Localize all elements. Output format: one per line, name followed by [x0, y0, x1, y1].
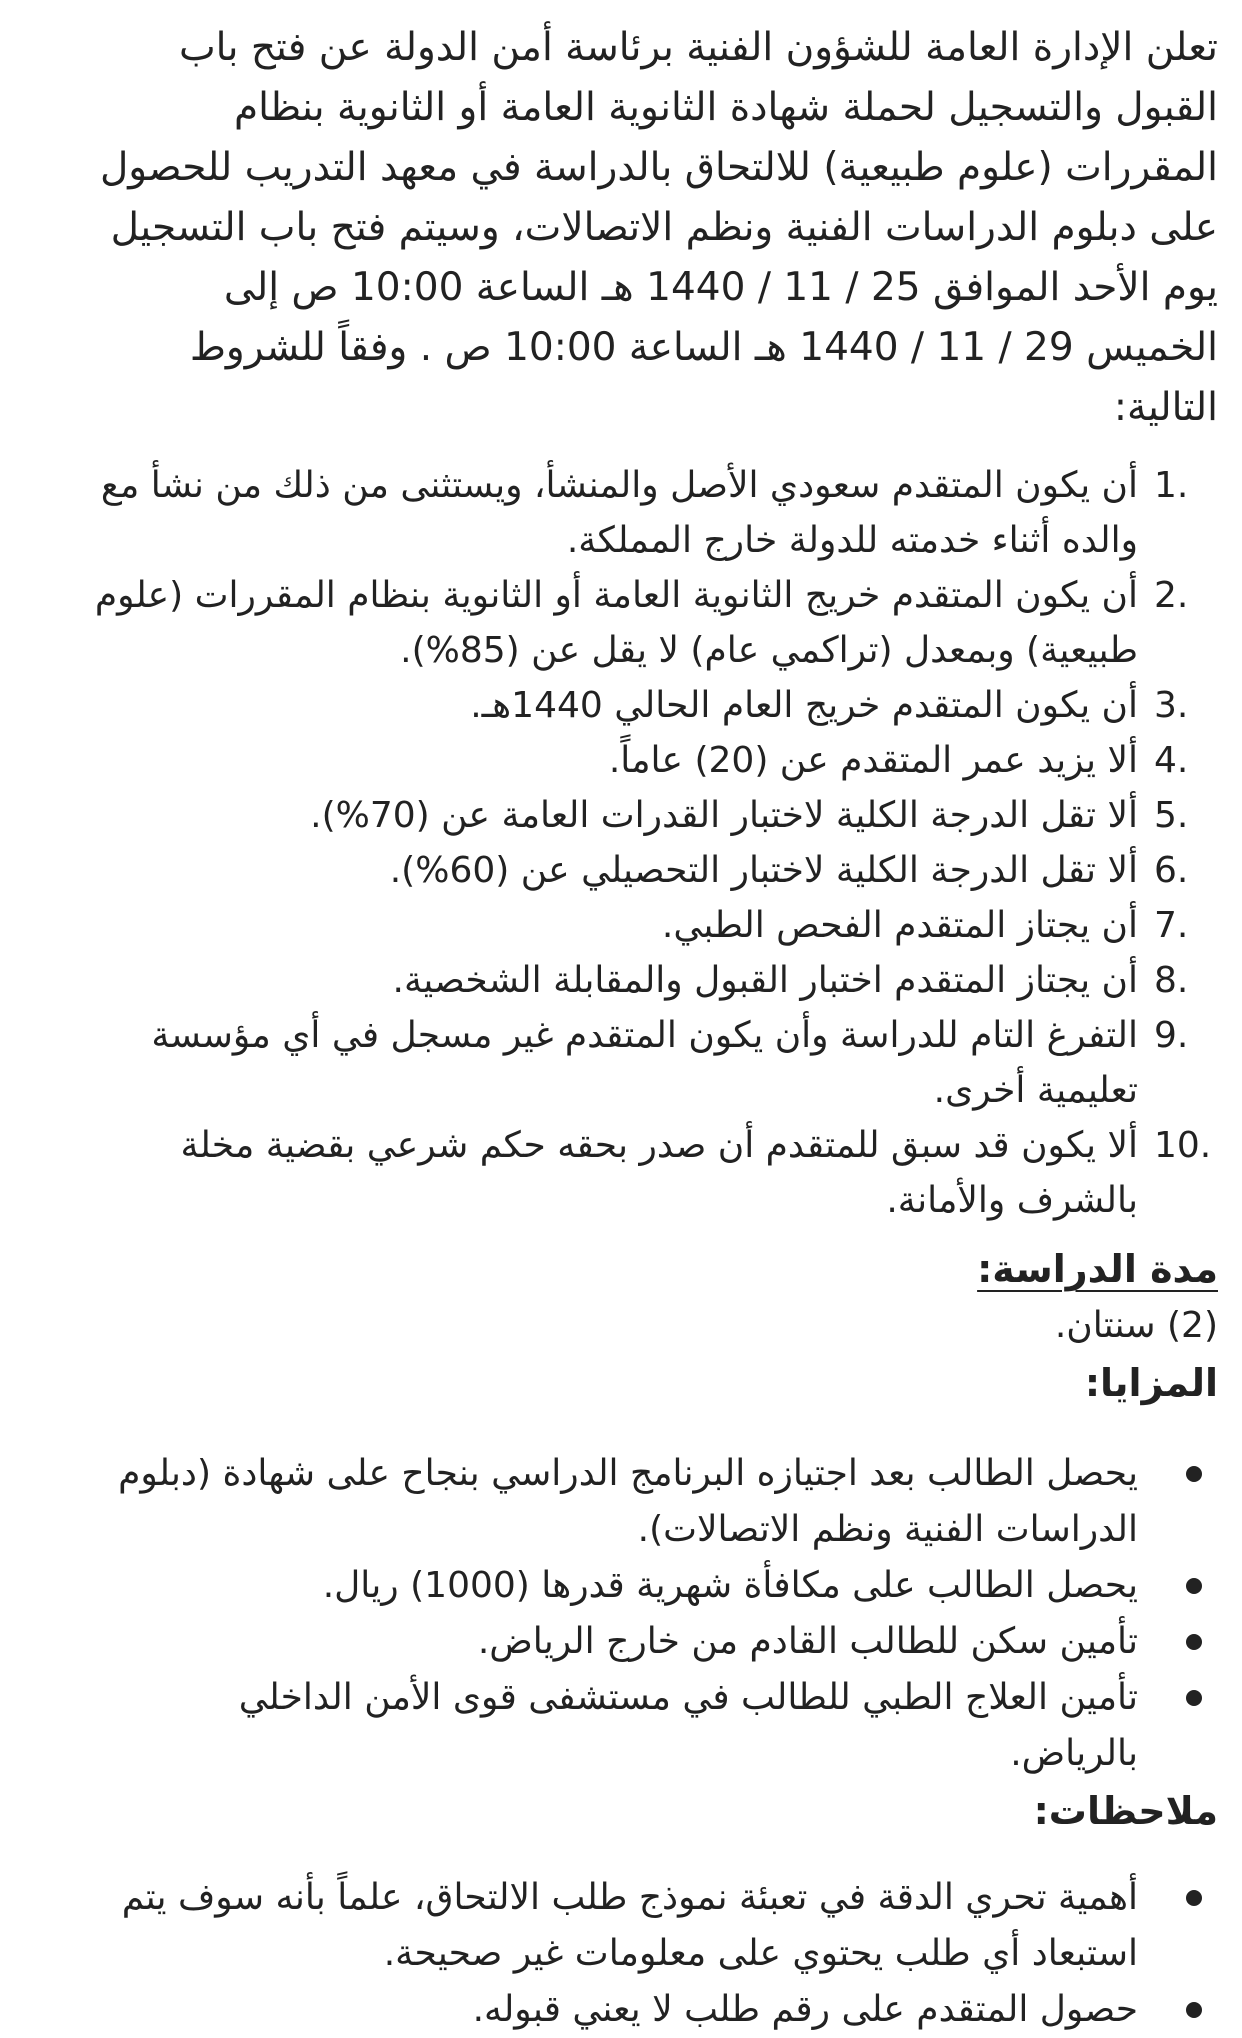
condition-item — [40, 788, 1218, 843]
condition-text: أن يكون المتقدم خريج الثانوية العامة أو الثانوية بنظام المقررات (علوم طبيعية) وبمعدل (تراكمي عام) لا يقل عن (85%). — [94, 575, 1138, 671]
condition-number: 9. — [1154, 1015, 1189, 1056]
condition-text: ألا يكون قد سبق للمتقدم أن صدر بحقه حكم شرعي بقضية مخلة بالشرف والأمانة. — [180, 1125, 1138, 1221]
bullet-icon — [1186, 1890, 1202, 1906]
benefit-text: يحصل الطالب بعد اجتيازه البرنامج الدراسي بنجاح على شهادة (دبلوم الدراسات الفنية ونظم الاتصالات). — [118, 1453, 1138, 1550]
notes-heading: ملاحظات: — [1033, 1789, 1218, 1833]
condition-item — [40, 953, 1218, 1008]
benefits-heading: المزايا: — [1084, 1361, 1218, 1405]
condition-item — [40, 898, 1218, 953]
note-text: أهمية تحري الدقة في تعبئة نموذج طلب الالتحاق، علماً بأنه سوف يتم استبعاد أي طلب يحتوي على معلومات غير صحيحة. — [121, 1877, 1138, 1974]
benefit-text: يحصل الطالب على مكافأة شهرية قدرها (1000) ريال. — [322, 1565, 1138, 1606]
notes-list — [40, 1870, 1218, 2038]
benefit-item — [40, 1446, 1218, 1558]
condition-text: أن يجتاز المتقدم الفحص الطبي. — [661, 905, 1138, 946]
condition-number: 2. — [1154, 575, 1189, 616]
condition-text: أن يكون المتقدم خريج العام الحالي 1440هـ. — [470, 685, 1138, 726]
condition-number: 7. — [1154, 905, 1189, 946]
condition-text: أن يكون المتقدم سعودي الأصل والمنشأ، ويستثنى من ذلك من نشأ مع والده أثناء خدمته للدولة خارج المملكة. — [100, 465, 1138, 561]
condition-text: ألا يزيد عمر المتقدم عن (20) عاماً. — [608, 740, 1138, 781]
condition-item — [40, 458, 1218, 568]
condition-item — [40, 1008, 1218, 1118]
condition-item — [40, 1118, 1218, 1228]
benefit-item — [40, 1670, 1218, 1782]
benefit-text: تأمين سكن للطالب القادم من خارج الرياض. — [477, 1621, 1138, 1662]
duration-heading — [40, 1240, 1218, 1298]
condition-number: 10. — [1154, 1125, 1212, 1166]
condition-text: أن يجتاز المتقدم اختبار القبول والمقابلة الشخصية. — [392, 960, 1138, 1001]
condition-text: ألا تقل الدرجة الكلية لاختبار التحصيلي عن (60%). — [389, 850, 1138, 891]
note-item — [40, 1982, 1218, 2038]
bullet-icon — [1186, 1690, 1202, 1706]
bullet-icon — [1186, 2002, 1202, 2018]
duration-heading-text: مدة الدراسة: — [977, 1247, 1218, 1291]
benefits-list — [40, 1446, 1218, 1782]
condition-item — [40, 568, 1218, 678]
note-item — [40, 1870, 1218, 1982]
condition-text: التفرغ التام للدراسة وأن يكون المتقدم غير مسجل في أي مؤسسة تعليمية أخرى. — [151, 1015, 1138, 1111]
benefit-item — [40, 1558, 1218, 1614]
condition-number: 3. — [1154, 685, 1189, 726]
conditions-list — [40, 458, 1218, 1228]
bullet-icon — [1186, 1578, 1202, 1594]
note-text: حصول المتقدم على رقم طلب لا يعني قبوله. — [472, 1989, 1138, 2030]
condition-item — [40, 733, 1218, 788]
bullet-icon — [1186, 1466, 1202, 1482]
condition-number: 6. — [1154, 850, 1189, 891]
condition-item — [40, 843, 1218, 898]
condition-item — [40, 678, 1218, 733]
condition-number: 1. — [1154, 465, 1189, 506]
intro-paragraph: تعلن الإدارة العامة للشؤون الفنية برئاسة أمن الدولة عن فتح باب القبول والتسجيل لحملة شهادة الثانوية العامة أو الثانوية بنظام المقررات (علوم طبيعية) للالتحاق بالدراسة في معهد التدريب للحصول على دبلوم الدراسات الفنية ونظم الاتصالات، وسيتم فتح باب التسجيل يوم الأحد الموافق 25 / 11 / 1440 هـ الساعة 10:00 ص إلى الخميس 29 / 11 / 1440 هـ الساعة 10:00 ص . وفقاً للشروط التالية: — [99, 25, 1218, 430]
bullet-icon — [1186, 1634, 1202, 1650]
benefit-item — [40, 1614, 1218, 1670]
benefit-text: تأمين العلاج الطبي للطالب في مستشفى قوى الأمن الداخلي بالرياض. — [238, 1677, 1138, 1774]
duration-value: (2) سنتان. — [1054, 1305, 1218, 1346]
condition-text: ألا تقل الدرجة الكلية لاختبار القدرات العامة عن (70%). — [310, 795, 1138, 836]
condition-number: 4. — [1154, 740, 1189, 781]
condition-number: 8. — [1154, 960, 1189, 1001]
condition-number: 5. — [1154, 795, 1189, 836]
